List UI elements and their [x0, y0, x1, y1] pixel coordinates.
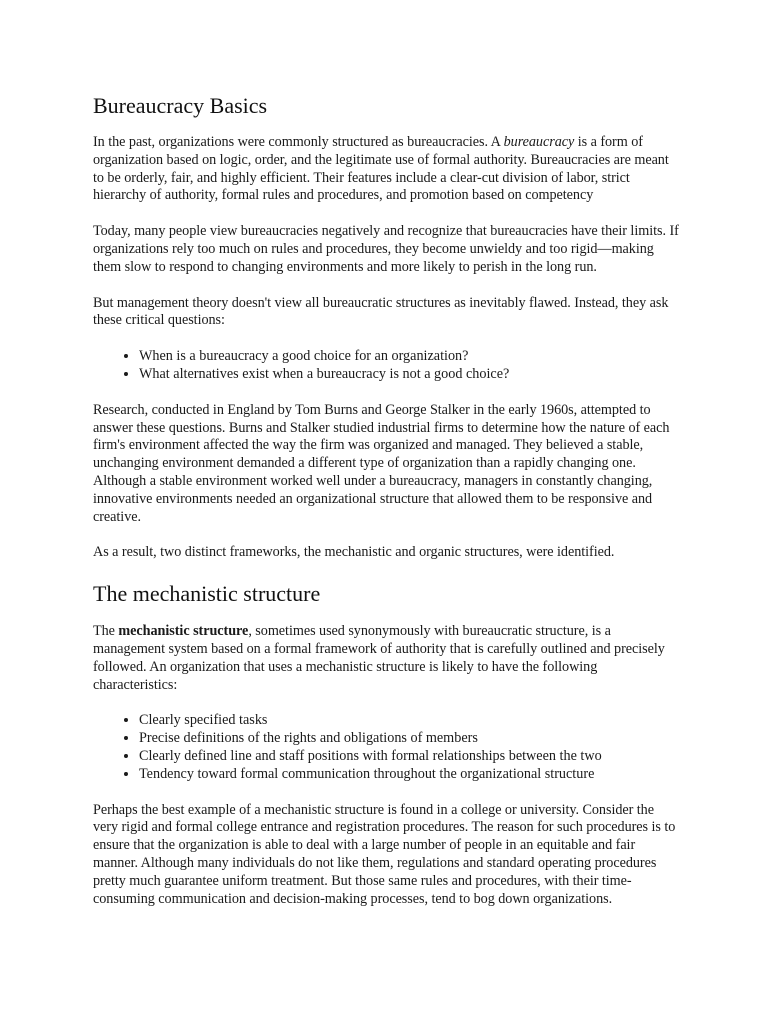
list-item: • Clearly specified tasks: [139, 712, 680, 730]
critical-questions-list: [93, 348, 680, 384]
italic-term-bureaucracy: bureaucracy: [503, 134, 575, 150]
paragraph-bureaucracy-limits: Today, many people view bureaucracies negatively and recognize that bureaucracies have their limits. If organizations rely too much on rules and procedures, they become unwieldy and too rigid—making them slow to respond to changing environments and more likely to perish in the long run.: [93, 223, 679, 275]
text-run: The: [93, 623, 119, 640]
list-item: • Tendency toward formal communication throughout the organizational structure: [139, 766, 680, 784]
text-run: In the past, organizations were commonly structured as bureaucracies. A: [93, 134, 504, 150]
list-item: • When is a bureaucracy a good choice for an organization?: [139, 348, 680, 366]
paragraph-burns-stalker-research: Research, conducted in England by Tom Burns and George Stalker in the early 1960s, attempted to answer these questions. Burns and Stalker studied industrial firms to determine how the nature of each firm's environment affected the way the firm was organized and managed. They believed a stable, unchanging environment demanded a different type of organization than a rapidly changing one. Although a stable environment worked well under a bureaucracy, managers in constantly changing, innovative environments needed an organizational structure that allowed them to be responsive and creative.: [93, 401, 670, 525]
paragraph-mechanistic-definition: [93, 623, 680, 694]
paragraph-critical-questions-intro: But management theory doesn't view all bureaucratic structures as inevitably flawed. Instead, they ask these critical questions:: [93, 294, 669, 329]
paragraph-college-example: Perhaps the best example of a mechanistic structure is found in a college or university. Consider the very rigid and formal college entrance and registration procedures. The reason for such procedures is to ensure that the organization is able to deal with a large number of people in an equitable and fair manner. Although many individuals do not like them, regulations and standard operating procedures pretty much guarantee uniform treatment. But those same rules and procedures, with their time-consuming communication and decision-making processes, tend to bog down organizations.: [93, 801, 676, 907]
section-heading-mechanistic-structure: The mechanistic structure: [93, 581, 321, 607]
paragraph-frameworks-result: As a result, two distinct frameworks, the mechanistic and organic structures, were identified.: [93, 544, 615, 561]
text-run: is a form of organization based on logic, order, and the legitimate use of formal authority. Bureaucracies are meant to be orderly, fair, and highly efficient. Their features include a clear-cut division of labor, strict hierarchy of authority, formal rules and procedures, and promotion based on competency: [93, 134, 669, 204]
list-item: • Precise definitions of the rights and obligations of members: [139, 730, 680, 748]
paragraph-bureaucracy-definition: [93, 134, 680, 205]
bold-term-mechanistic-structure: mechanistic structure: [118, 623, 249, 640]
text-run: , sometimes used synonymously with bureaucratic structure, is a management system based on a formal framework of authority that is carefully outlined and precisely followed. An organization that uses a mechanistic structure is likely to have the following characteristics:: [93, 623, 665, 693]
section-heading-bureaucracy-basics: Bureaucracy Basics: [93, 93, 268, 118]
characteristics-list: [93, 712, 680, 783]
list-item: • What alternatives exist when a bureaucracy is not a good choice?: [139, 366, 680, 384]
list-item: • Clearly defined line and staff positions with formal relationships between the two: [139, 748, 680, 766]
